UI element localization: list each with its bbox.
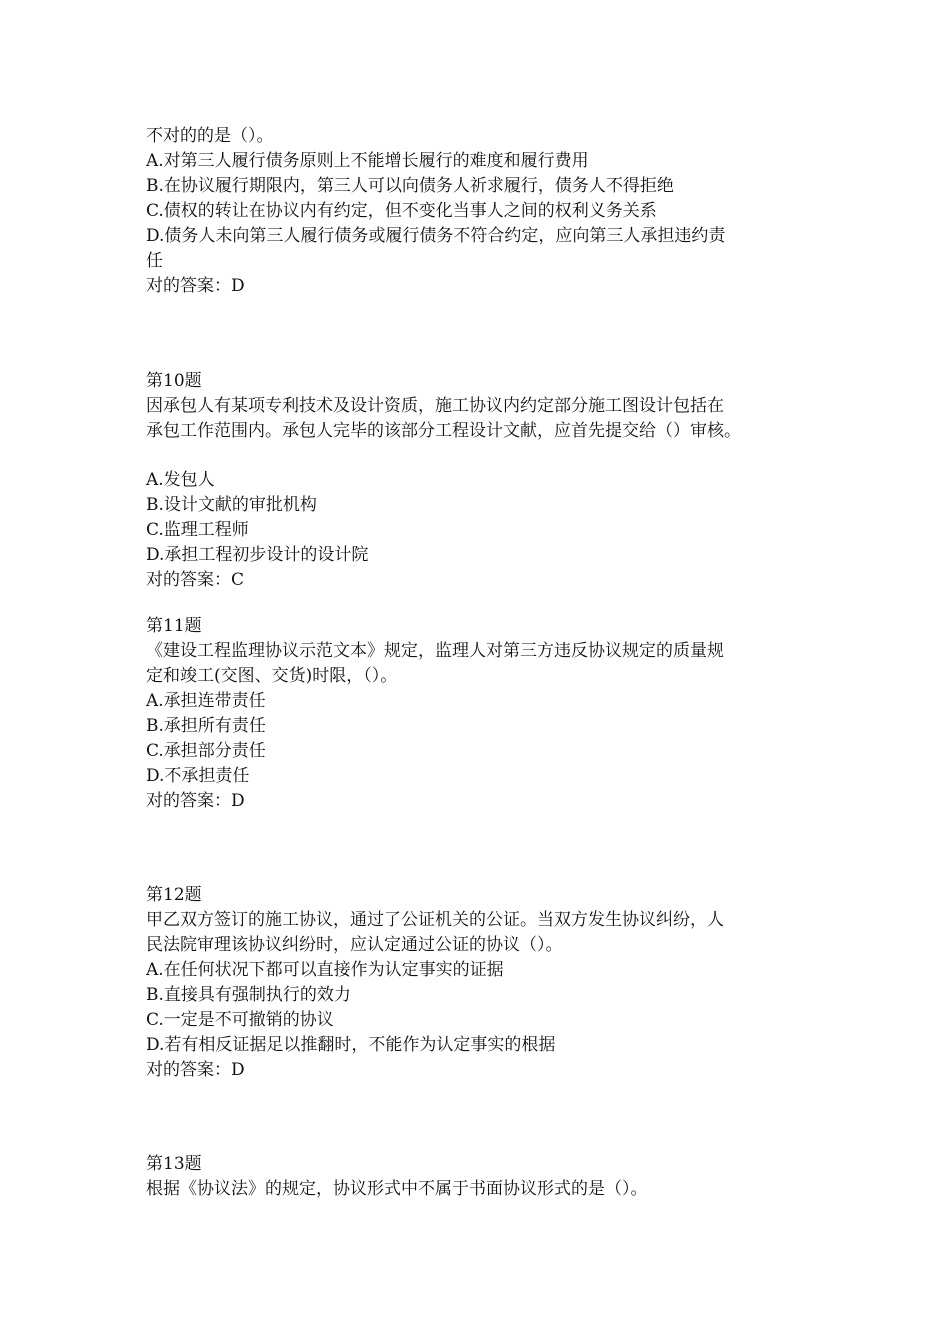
option-c: C.一定是不可撤销的协议 [146,1010,334,1030]
question-number: 第12题 [146,885,202,905]
option-b: B.直接具有强制执行的效力 [146,985,351,1005]
option-b: B.承担所有责任 [146,716,266,736]
question-number: 第13题 [146,1154,202,1174]
option-b: B.设计文献的审批机构 [146,495,317,515]
option-a: A.发包人 [146,470,215,490]
option-a: A.在任何状况下都可以直接作为认定事实的证据 [146,960,504,980]
option-c: C.监理工程师 [146,520,249,540]
question-number: 第10题 [146,371,202,391]
option-d: D.不承担责任 [146,766,250,786]
option-b: B.在协议履行期限内，第三人可以向债务人祈求履行，债务人不得拒绝 [146,176,674,196]
option-d-continued: 任 [146,251,163,271]
answer-line: 对的答案：D [146,276,245,296]
option-d: D.债务人未向第三人履行债务或履行债务不符合约定，应向第三人承担违约责 [146,226,726,246]
question-stem-line: 因承包人有某项专利技术及设计资质，施工协议内约定部分施工图设计包括在 [146,396,724,416]
question-stem-line: 定和竣工(交图、交货)时限，（）。 [146,666,398,686]
option-d: D.若有相反证据足以推翻时，不能作为认定事实的根据 [146,1035,556,1055]
question-stem-line: 民法院审理该协议纠纷时，应认定通过公证的协议（）。 [146,935,563,955]
option-c: C.承担部分责任 [146,741,266,761]
answer-line: 对的答案：C [146,570,245,590]
question-stem-line: 承包工作范围内。承包人完毕的该部分工程设计文献，应首先提交给（）审核。 [146,421,741,441]
option-d: D.承担工程初步设计的设计院 [146,545,369,565]
option-a: A.对第三人履行债务原则上不能增长履行的难度和履行费用 [146,151,589,171]
question-stem-line: 甲乙双方签订的施工协议，通过了公证机关的公证。当双方发生协议纠纷，人 [146,910,724,930]
question-stem-line: 不对的的是（）。 [146,126,274,146]
answer-line: 对的答案：D [146,791,245,811]
question-stem-line: 《建设工程监理协议示范文本》规定，监理人对第三方违反协议规定的质量规 [146,641,724,661]
question-number: 第11题 [146,616,202,636]
option-a: A.承担连带责任 [146,691,266,711]
option-c: C.债权的转让在协议内有约定，但不变化当事人之间的权利义务关系 [146,201,657,221]
answer-line: 对的答案：D [146,1060,245,1080]
question-stem-line: 根据《协议法》的规定，协议形式中不属于书面协议形式的是（）。 [146,1179,648,1199]
